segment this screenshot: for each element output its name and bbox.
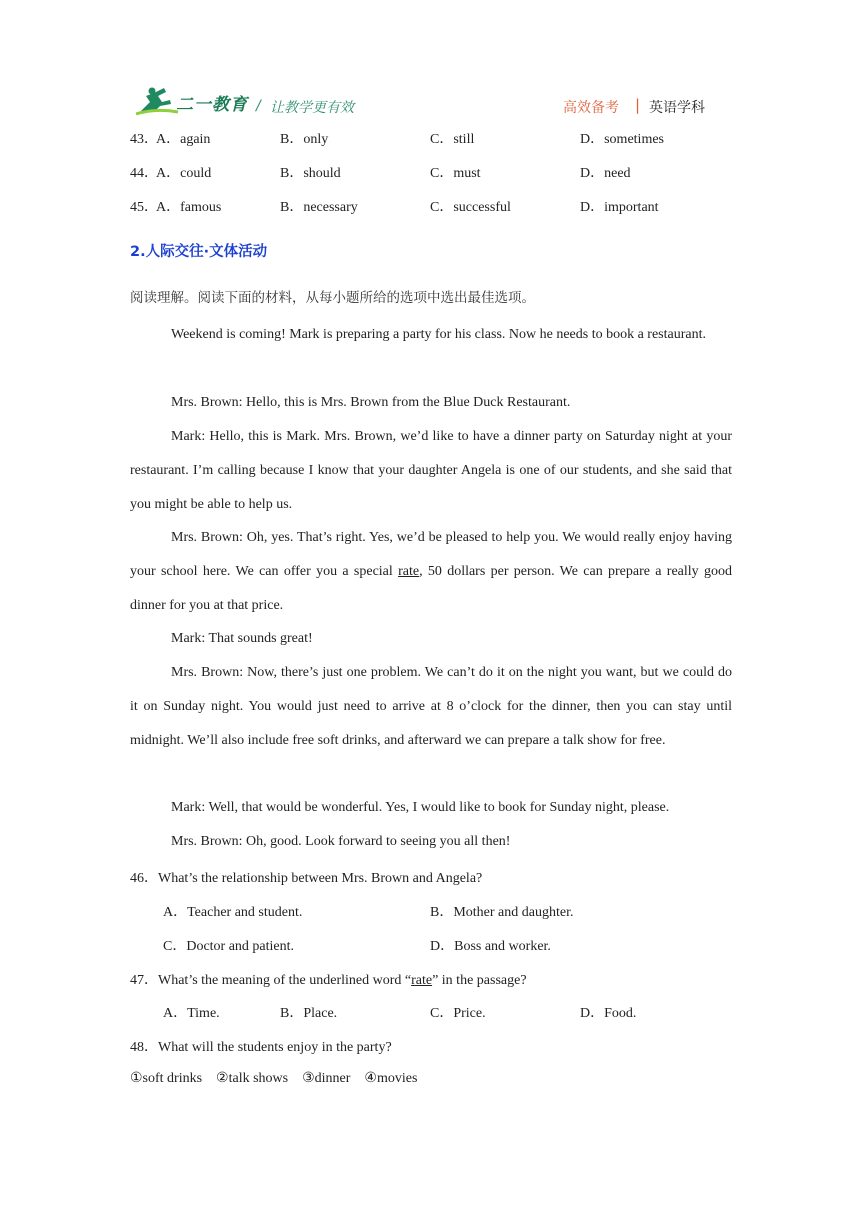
question-47-option-b: B．Place. bbox=[280, 1006, 338, 1021]
question-47-stem: 47．What’s the meaning of the underlined word “rate” in the passage? bbox=[130, 973, 527, 988]
question-44-options bbox=[130, 162, 750, 182]
question-47-option-d: D．Food. bbox=[580, 1006, 637, 1021]
question-48-items: ①soft drinks ②talk shows ③dinner ④movies bbox=[130, 1071, 418, 1086]
underlined-word-rate: rate bbox=[398, 563, 420, 579]
section-title: 2.人际交往·文体活动 bbox=[130, 244, 268, 260]
option-a: A．could bbox=[156, 166, 212, 181]
option-a: A．again bbox=[156, 132, 211, 147]
section-instruction: 阅读理解。阅读下面的材料，从每小题所给的选项中选出最佳选项。 bbox=[130, 290, 535, 306]
brand-slogan: 让教学更有效 bbox=[270, 100, 354, 116]
question-number: 45． bbox=[130, 200, 158, 215]
option-d: D．important bbox=[580, 200, 659, 215]
option-b: B．should bbox=[280, 166, 341, 181]
page-header bbox=[0, 0, 860, 125]
option-c: C．must bbox=[430, 166, 481, 181]
question-43-options bbox=[130, 128, 750, 148]
passage-paragraph-5: Mark: That sounds great! bbox=[171, 631, 313, 646]
question-number: 43． bbox=[130, 132, 158, 147]
option-d: D．sometimes bbox=[580, 132, 664, 147]
option-c: C．successful bbox=[430, 200, 511, 215]
question-45-options bbox=[130, 196, 750, 216]
slogan-separator: / bbox=[256, 98, 261, 114]
passage-paragraph-7: Mark: Well, that would be wonderful. Yes, I would like to book for Sunday night, please. bbox=[171, 800, 670, 815]
option-d: D．need bbox=[580, 166, 631, 181]
brand-name: 二一教育 bbox=[176, 95, 248, 115]
question-number: 44． bbox=[130, 166, 158, 181]
header-label-subject: 英语学科 bbox=[649, 100, 705, 116]
underlined-word-rate: rate bbox=[411, 973, 433, 988]
passage-paragraph-8: Mrs. Brown: Oh, good. Look forward to seeing you all then! bbox=[171, 834, 511, 849]
question-47-option-a: A．Time. bbox=[163, 1006, 220, 1021]
runner-logo-icon bbox=[136, 86, 180, 116]
passage-paragraph-6: Mrs. Brown: Now, there’s just one problem. We can’t do it on the night you want, but we could do it on Sunday night. You would just need to arrive at 8 o’clock for the dinner, then you can stay until midnight. We’ll also include free soft drinks, and afterward we can prepare a talk show for free. bbox=[130, 665, 732, 748]
question-46-option-d: D．Boss and worker. bbox=[430, 939, 551, 954]
passage-paragraph-4: Mrs. Brown: Oh, yes. That’s right. Yes, we’d be pleased to help you. We would really enjoy having your school here. We can offer you a special rate, 50 dollars per person. We can prepare a really good dinner for you at that price. bbox=[130, 530, 732, 613]
question-46-option-b: B．Mother and daughter. bbox=[430, 905, 574, 920]
passage-paragraph-2: Mrs. Brown: Hello, this is Mrs. Brown from the Blue Duck Restaurant. bbox=[171, 395, 571, 410]
question-46-option-c: C．Doctor and patient. bbox=[163, 939, 295, 954]
option-c: C．still bbox=[430, 132, 475, 147]
header-label-exam: 高效备考 bbox=[563, 100, 619, 116]
option-a: A．famous bbox=[156, 200, 222, 215]
passage-paragraph-3: Mark: Hello, this is Mark. Mrs. Brown, we’d like to have a dinner party on Saturday night at your restaurant. I’m calling because I know that your daughter Angela is one of our students, and she said that you might be able to help us. bbox=[130, 429, 732, 512]
question-48-stem: 48．What will the students enjoy in the party? bbox=[130, 1040, 392, 1055]
question-46-stem: 46．What’s the relationship between Mrs. Brown and Angela? bbox=[130, 871, 483, 886]
header-divider: | bbox=[635, 96, 641, 114]
option-b: B．only bbox=[280, 132, 329, 147]
passage-paragraph-1: Weekend is coming! Mark is preparing a party for his class. Now he needs to book a restaurant. bbox=[171, 327, 706, 342]
question-47-option-c: C．Price. bbox=[430, 1006, 486, 1021]
option-b: B．necessary bbox=[280, 200, 358, 215]
question-46-option-a: A．Teacher and student. bbox=[163, 905, 303, 920]
